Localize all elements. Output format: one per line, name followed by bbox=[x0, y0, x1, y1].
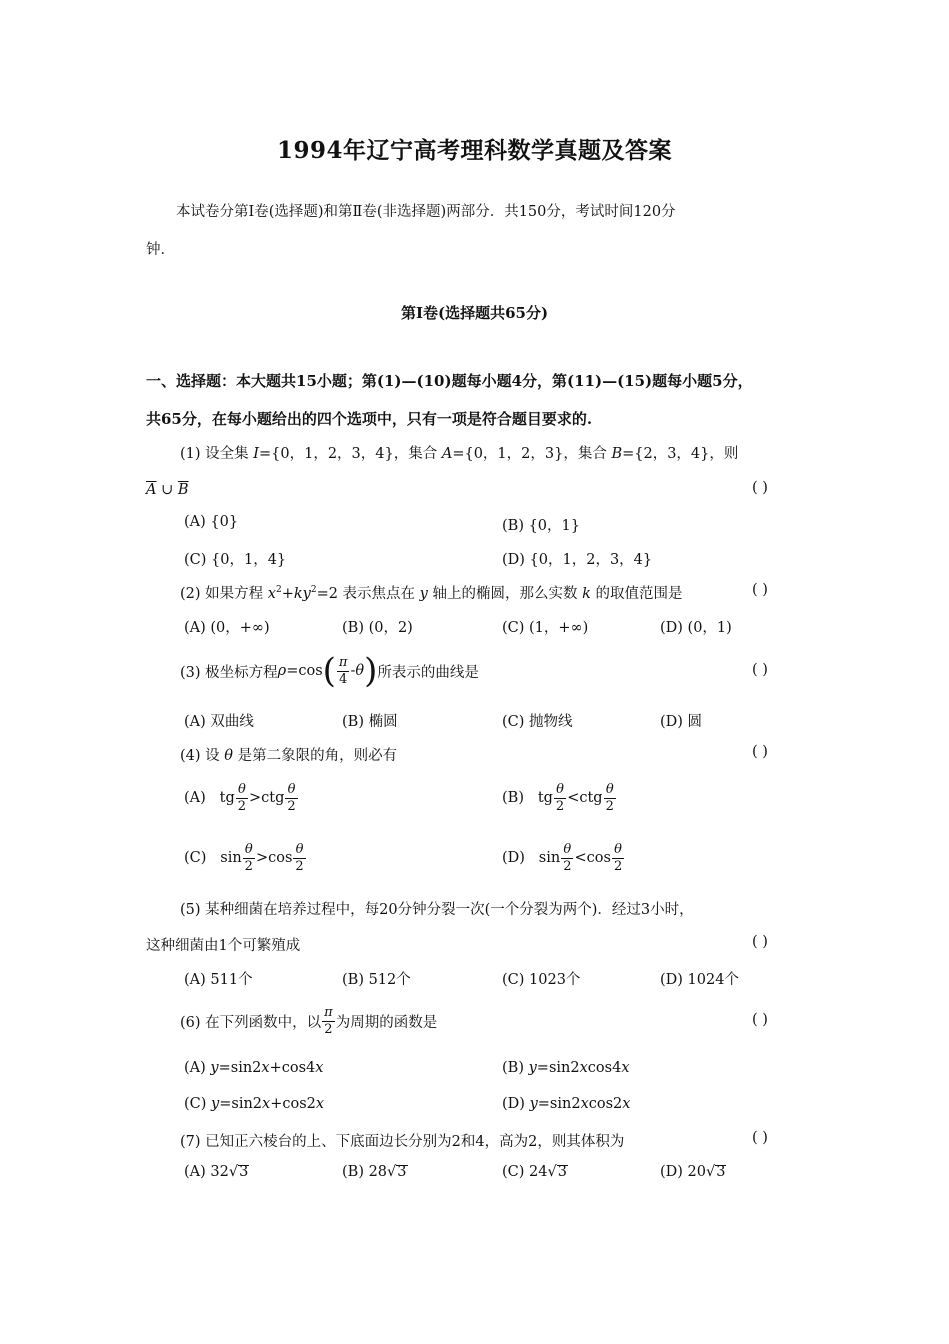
section-heading: 第Ⅰ卷(选择题共65分) bbox=[400, 304, 549, 322]
q4b-lt: < bbox=[567, 790, 580, 806]
q4c-sin: sin bbox=[220, 850, 242, 866]
q3-option-a: (A) 双曲线 bbox=[184, 714, 254, 730]
q7-option-b bbox=[342, 1164, 408, 1180]
answer-blank-q5: ( ) bbox=[752, 934, 768, 950]
q5-option-b: (B) 512个 bbox=[342, 972, 411, 988]
q6-label-c: (C) bbox=[184, 1096, 212, 1112]
q4d-lt: < bbox=[574, 850, 587, 866]
q4-option-b bbox=[502, 778, 617, 818]
q6c-x1: x bbox=[262, 1096, 271, 1112]
q4d-two-2: 2 bbox=[613, 858, 623, 874]
q2-option-b: (B) (0，2) bbox=[342, 620, 413, 636]
q7-option-c bbox=[502, 1164, 568, 1180]
q3-fraction bbox=[337, 655, 350, 688]
q7a-three: 3 bbox=[239, 1164, 249, 1180]
q4-option-d bbox=[502, 838, 625, 878]
q7c-three: 3 bbox=[557, 1164, 567, 1180]
q6-two: 2 bbox=[324, 1021, 333, 1037]
q4a-ctg: ctg bbox=[261, 790, 285, 806]
q4d-sin: sin bbox=[538, 850, 561, 866]
q2-text-c: 轴上的椭圆，那么实数 bbox=[427, 586, 583, 602]
q6-option-d bbox=[502, 1096, 630, 1112]
q2-var-y: y bbox=[419, 586, 428, 602]
q6-label-d: (D) bbox=[502, 1096, 530, 1112]
q7-label-a: (A) 32 bbox=[184, 1164, 229, 1180]
q6b-x2: x bbox=[621, 1060, 630, 1076]
q7d-three: 3 bbox=[716, 1164, 726, 1180]
q7-option-d bbox=[660, 1164, 726, 1180]
q1-var-a: A bbox=[441, 446, 453, 462]
q4c-theta-1: θ bbox=[244, 841, 253, 857]
q2-option-c: (C) (1，+∞) bbox=[502, 620, 589, 636]
q4d-two-1: 2 bbox=[563, 858, 572, 874]
q3-minus: - bbox=[350, 663, 356, 679]
complement-a: $\overline{A}$ bbox=[146, 482, 157, 498]
q7-label-d: (D) 20 bbox=[660, 1164, 706, 1180]
q6b-f1: =sin2 bbox=[536, 1060, 580, 1076]
q2-option-a: (A) (0，+∞) bbox=[184, 620, 270, 636]
q7-label-c: (C) 24 bbox=[502, 1164, 548, 1180]
q6a-f2: +cos4 bbox=[269, 1060, 316, 1076]
q7b-root: √ bbox=[387, 1164, 397, 1180]
q4a-theta-1: θ bbox=[237, 781, 246, 797]
q7-option-a bbox=[184, 1164, 249, 1180]
q2-option-d: (D) (0，1) bbox=[660, 620, 732, 636]
q6-option-a bbox=[184, 1060, 323, 1076]
q6-pi: π bbox=[324, 1004, 333, 1020]
q6-option-c bbox=[184, 1096, 324, 1112]
q6d-x1: x bbox=[580, 1096, 589, 1112]
q3-text-b: 所表示的曲线是 bbox=[377, 664, 479, 681]
question-2-stem bbox=[180, 582, 682, 603]
q4a-two-1: 2 bbox=[237, 798, 247, 814]
q1-text-a: (1) 设全集 bbox=[180, 446, 254, 462]
q4b-theta-1: θ bbox=[556, 781, 564, 797]
q4b-tg: tg bbox=[537, 790, 553, 806]
q6d-f1: =sin2 bbox=[537, 1096, 581, 1112]
question-4-stem bbox=[180, 744, 397, 765]
q3-option-b: (B) 椭圆 bbox=[342, 714, 398, 730]
q2-var-x: x bbox=[267, 586, 276, 602]
q3-option-c: (C) 抛物线 bbox=[502, 714, 573, 730]
q4c-frac-1 bbox=[243, 842, 255, 875]
question-5-line-1: (5) 某种细菌在培养过程中，每20分钟分裂一次(一个分裂为两个)．经过3小时， bbox=[180, 902, 694, 918]
q4b-two-1: 2 bbox=[555, 798, 565, 814]
q4c-frac-2 bbox=[293, 842, 305, 875]
q6d-x2: x bbox=[622, 1096, 631, 1112]
complement-b: $\overline{B}$ bbox=[177, 482, 189, 498]
answer-blank-q1: ( ) bbox=[752, 480, 768, 496]
q4-text-a: (4) 设 bbox=[180, 748, 225, 764]
q6a-x1: x bbox=[261, 1060, 270, 1076]
q1-text-b: ={0，1，2，3，4}，集合 bbox=[259, 446, 442, 462]
answer-blank-q7: ( ) bbox=[752, 1130, 768, 1146]
q7d-root: √ bbox=[706, 1164, 716, 1180]
q3-left-paren: ( bbox=[322, 651, 336, 691]
intro-line-2: 钟． bbox=[146, 242, 175, 258]
q4c-two-1: 2 bbox=[244, 858, 253, 874]
q1-option-d: (D) {0，1，2，3，4} bbox=[502, 552, 653, 568]
q3-option-d: (D) 圆 bbox=[660, 714, 703, 730]
q2-text-a: (2) 如果方程 bbox=[180, 586, 268, 602]
q4a-frac-1 bbox=[236, 782, 248, 815]
q4a-two-2: 2 bbox=[287, 798, 296, 814]
q4d-frac-2 bbox=[612, 842, 624, 875]
question-5-line-2: 这种细菌由1个可繁殖成 bbox=[146, 938, 301, 954]
q4-text-b: 是第二象限的角，则必有 bbox=[233, 748, 398, 764]
q6a-y: y bbox=[210, 1060, 219, 1076]
q7b-three: 3 bbox=[397, 1164, 407, 1180]
q6-label-b: (B) bbox=[502, 1060, 529, 1076]
q4d-theta-2: θ bbox=[614, 841, 622, 857]
q6-text-a: (6) 在下列函数中，以 bbox=[180, 1014, 322, 1031]
q6b-x1: x bbox=[579, 1060, 588, 1076]
q4b-ctg: ctg bbox=[579, 790, 603, 806]
answer-blank-q6: ( ) bbox=[752, 1012, 768, 1028]
q6c-f2: +cos2 bbox=[270, 1096, 316, 1112]
q1-option-c: (C) {0，1，4} bbox=[184, 552, 287, 568]
q2-var-k: k bbox=[582, 586, 591, 602]
answer-blank-q2: ( ) bbox=[752, 582, 768, 598]
part-instructions-line-1: 一、选择题：本大题共15小题；第(1)—(10)题每小题4分，第(11)—(15)题每小题5分， bbox=[146, 372, 753, 390]
question-1-stem bbox=[180, 442, 738, 463]
q4d-theta-1: θ bbox=[563, 841, 572, 857]
q6-fraction bbox=[322, 1005, 335, 1038]
q4-label-d: (D) bbox=[502, 850, 525, 866]
q6b-f2: cos4 bbox=[587, 1060, 622, 1076]
union-symbol: ∪ bbox=[156, 482, 178, 498]
q6a-x2: x bbox=[315, 1060, 324, 1076]
part-instructions-line-2: 共65分，在每小题给出的四个选项中，只有一项是符合题目要求的. bbox=[146, 410, 593, 428]
q4d-frac-1 bbox=[561, 842, 573, 875]
q1-text-d: ={2，3，4}，则 bbox=[622, 446, 739, 462]
q6d-y: y bbox=[529, 1096, 538, 1112]
q5-option-d: (D) 1024个 bbox=[660, 972, 739, 988]
q3-eq: =cos bbox=[286, 663, 323, 679]
q1-var-i: I bbox=[253, 446, 259, 462]
q4a-frac-2 bbox=[285, 782, 297, 815]
q6b-y: y bbox=[528, 1060, 537, 1076]
q2-exp-2: 2 bbox=[310, 585, 317, 596]
q1-var-b: B bbox=[611, 446, 623, 462]
q2-text-b: =2 表示焦点在 bbox=[316, 586, 420, 602]
q4c-two-2: 2 bbox=[295, 858, 304, 874]
q6c-f1: =sin2 bbox=[219, 1096, 263, 1112]
q2-var-ky: ky bbox=[293, 586, 311, 602]
q4a-theta-2: θ bbox=[287, 781, 296, 797]
q3-four: 4 bbox=[339, 671, 348, 687]
answer-blank-q4: ( ) bbox=[752, 744, 768, 760]
q3-right-paren: ) bbox=[364, 651, 378, 691]
q6-text-b: 为周期的函数是 bbox=[335, 1014, 438, 1031]
q4b-frac-2 bbox=[604, 782, 616, 815]
q3-rho: ρ bbox=[277, 663, 287, 679]
q7a-root: √ bbox=[228, 1164, 239, 1180]
q3-text-a: (3) 极坐标方程 bbox=[180, 664, 278, 681]
q7-label-b: (B) 28 bbox=[342, 1164, 388, 1180]
q3-pi: π bbox=[338, 654, 348, 670]
question-3-stem bbox=[180, 648, 479, 694]
question-7-stem: (7) 已知正六棱台的上、下底面边长分别为2和4，高为2，则其体积为 bbox=[180, 1134, 625, 1150]
question-6-stem bbox=[180, 1002, 437, 1040]
q1-text-c: ={0，1，2，3}，集合 bbox=[452, 446, 612, 462]
q4a-gt: > bbox=[249, 790, 262, 806]
q4c-gt: > bbox=[255, 850, 269, 866]
q2-exp-1: 2 bbox=[275, 585, 282, 596]
q4-label-b: (B) bbox=[502, 790, 524, 806]
q4-option-c bbox=[184, 838, 307, 878]
q2-text-d: 的取值范围是 bbox=[590, 586, 683, 602]
q4b-frac-1 bbox=[554, 782, 566, 815]
q4a-tg: tg bbox=[219, 790, 235, 806]
q6-label-a: (A) bbox=[184, 1060, 211, 1076]
q4b-theta-2: θ bbox=[605, 781, 614, 797]
q4-label-c: (C) bbox=[184, 850, 207, 866]
q1-option-a: (A) {0} bbox=[184, 514, 239, 530]
answer-blank-q3: ( ) bbox=[752, 662, 768, 678]
q6d-f2: cos2 bbox=[588, 1096, 623, 1112]
q7c-root: √ bbox=[547, 1164, 557, 1180]
q3-theta: θ bbox=[355, 663, 365, 679]
q5-option-a: (A) 511个 bbox=[184, 972, 253, 988]
q4-option-a bbox=[184, 778, 299, 818]
q4-theta: θ bbox=[224, 748, 233, 764]
question-1-expression bbox=[146, 482, 189, 498]
q6-option-b bbox=[502, 1060, 630, 1076]
q4b-two-2: 2 bbox=[605, 798, 614, 814]
page-title: 1994年辽宁高考理科数学真题及答案 bbox=[276, 137, 672, 164]
q4c-cos: cos bbox=[268, 850, 293, 866]
q6a-f1: =sin2 bbox=[218, 1060, 262, 1076]
q4c-theta-2: θ bbox=[295, 841, 304, 857]
intro-line-1: 本试卷分第Ⅰ卷(选择题)和第Ⅱ卷(非选择题)两部分．共150分，考试时间120分 bbox=[176, 204, 676, 220]
q6c-y: y bbox=[211, 1096, 220, 1112]
q2-plus: + bbox=[281, 586, 294, 602]
q4d-cos: cos bbox=[586, 850, 611, 866]
q5-option-c: (C) 1023个 bbox=[502, 972, 581, 988]
q1-option-b: (B) {0，1} bbox=[502, 518, 580, 534]
q4-label-a: (A) bbox=[184, 790, 206, 806]
q6c-x2: x bbox=[315, 1096, 325, 1112]
